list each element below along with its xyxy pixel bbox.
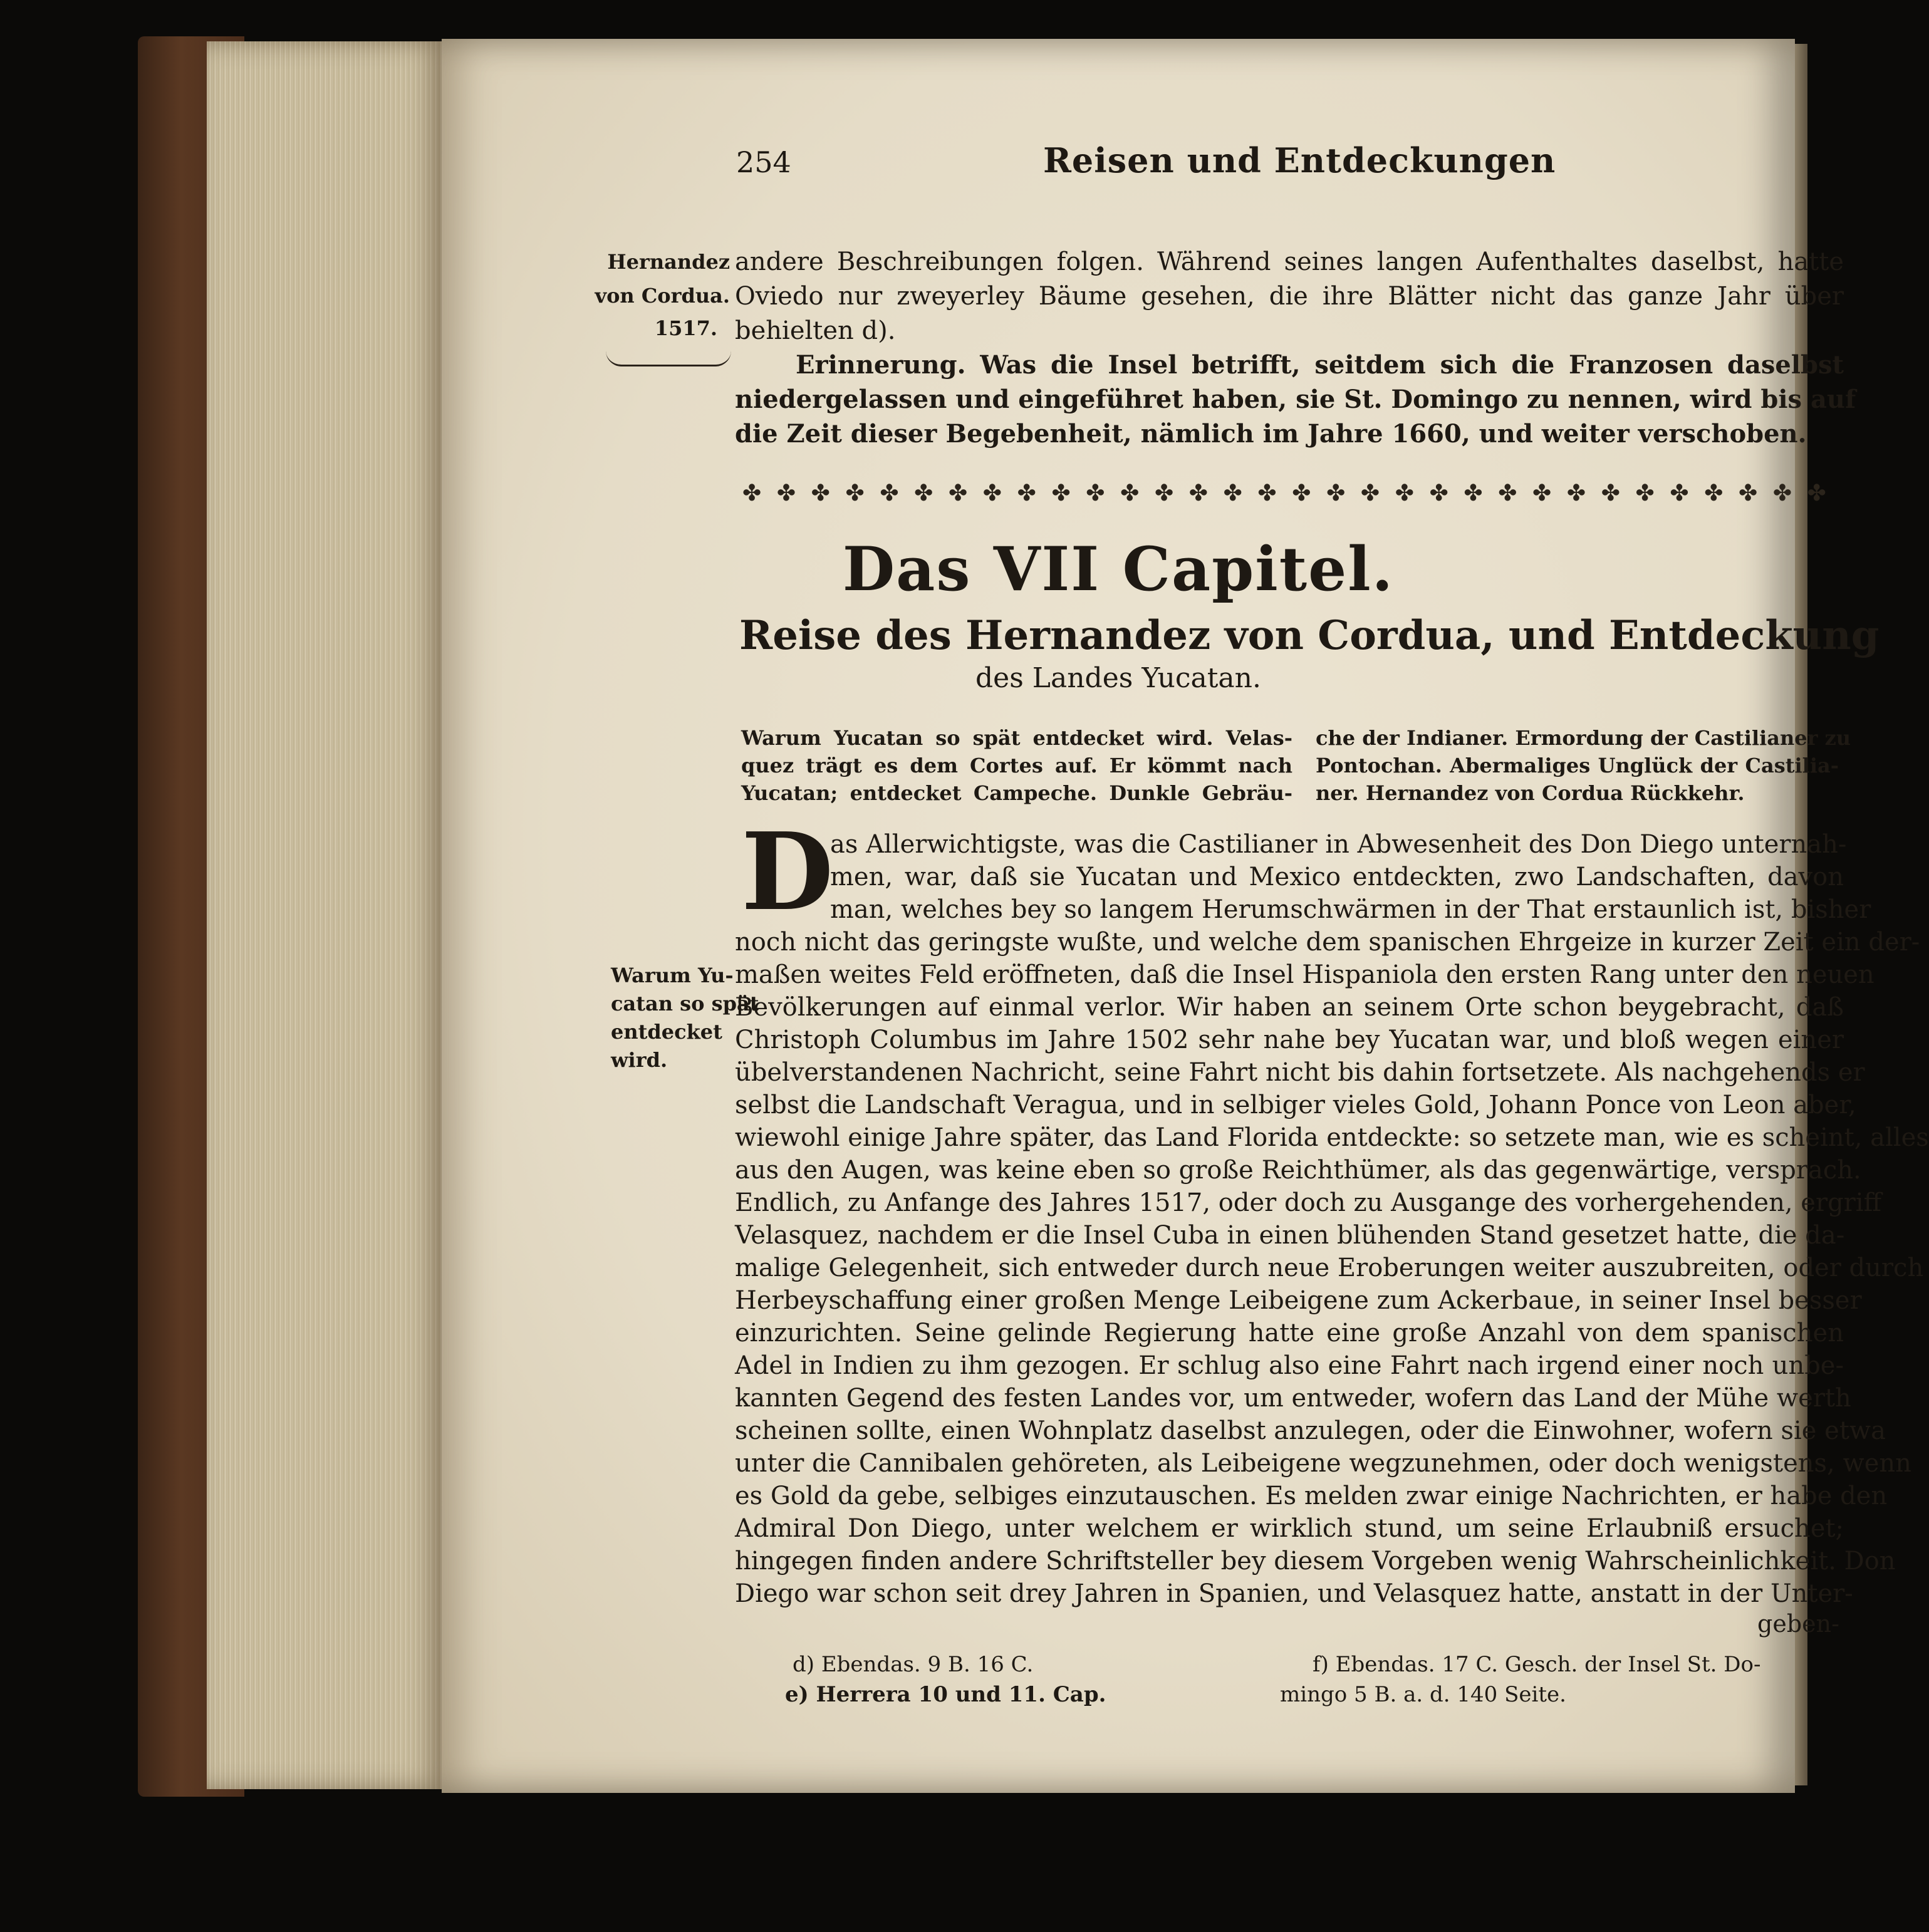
body-line: übelverstandenen Nachricht, seine Fahrt nicht bis dahin fortsetzete. Als nachgehends er	[735, 1058, 1865, 1087]
note-line: niedergelassen und eingeführet haben, sie St. Domingo zu nennen, wird bis auf	[735, 385, 1856, 414]
chapter-subtitle: Reise des Hernandez von Cordua, und Entdeckung	[739, 612, 1880, 659]
body-line: Christoph Columbus im Jahre 1502 sehr nahe bey Yucatan war, und bloß wegen einer	[735, 1026, 1844, 1054]
summary-line: quez trägt es dem Cortes auf. Er kömmt nach	[741, 754, 1292, 777]
body-line: man, welches bey so langem Herumschwärmen in der That erstaunlich ist, bisher	[830, 895, 1871, 924]
footnote-f-cont: mingo 5 B. a. d. 140 Seite.	[1280, 1682, 1566, 1707]
footnote-d: d) Ebendas. 9 B. 16 C.	[793, 1652, 1034, 1677]
body-line: men, war, daß sie Yucatan und Mexico entdeckten, zwo Landschaften, davon	[830, 863, 1844, 891]
book-page	[442, 39, 1929, 1793]
ornamental-divider: ✤ ✤ ✤ ✤ ✤ ✤ ✤ ✤ ✤ ✤ ✤ ✤ ✤ ✤ ✤ ✤ ✤ ✤ ✤ ✤ ✤ ✤ ✤ ✤ ✤ ✤ ✤ ✤ ✤ ✤ ✤ ✤	[742, 480, 1826, 506]
margin-note-year: 1517.	[654, 316, 717, 340]
body-line: Diego war schon seit drey Jahren in Spanien, und Velasquez hatte, anstatt in der Unter-	[735, 1579, 1853, 1608]
summary-line: Yucatan; entdecket Campeche. Dunkle Gebräu-	[741, 781, 1292, 805]
footnote-f: f) Ebendas. 17 C. Gesch. der Insel St. Do-	[1313, 1652, 1761, 1677]
body-line: Bevölkerungen auf einmal verlor. Wir haben an seinem Orte schon beygebracht, daß	[735, 993, 1844, 1022]
body-line: as Allerwichtigste, was die Castilianer in Abwesenheit des Don Diego unternah-	[830, 830, 1847, 859]
footnote-e: e) Herrera 10 und 11. Cap.	[785, 1682, 1106, 1707]
body-line: hingegen finden andere Schriftsteller bey diesem Vorgeben wenig Wahrscheinlichkeit. Don	[735, 1547, 1896, 1576]
intro-line: behielten d).	[735, 316, 896, 345]
body-line: unter die Cannibalen gehöreten, als Leibeigene wegzunehmen, oder doch wenigstens, wenn	[735, 1449, 1911, 1478]
body-line: selbst die Landschaft Veragua, und in selbiger vieles Gold, Johann Ponce von Leon aber,	[735, 1091, 1856, 1119]
body-line: malige Gelegenheit, sich entweder durch neue Eroberungen weiter auszubreiten, oder durch	[735, 1254, 1924, 1282]
drop-cap: D	[741, 809, 834, 935]
margin-note-name: Hernandez	[607, 250, 730, 274]
body-line: wiewohl einige Jahre später, das Land Florida entdeckte: so setzete man, wie es scheint, alles	[735, 1123, 1929, 1152]
summary-line: che der Indianer. Ermordung der Castilianer zu	[1316, 726, 1851, 750]
note-line: die Zeit dieser Begebenheit, nämlich im Jahre 1660, und weiter verschoben.	[735, 419, 1807, 449]
intro-line: Oviedo nur zweyerley Bäume gesehen, die ihre Blätter nicht das ganze Jahr über	[735, 282, 1844, 311]
body-line: es Gold da gebe, selbiges einzutauschen. Es melden zwar einige Nachrichten, er habe den	[735, 1482, 1888, 1510]
body-line: Endlich, zu Anfange des Jahres 1517, oder doch zu Ausgange des vorhergehenden, ergriff	[735, 1188, 1882, 1217]
margin-note-cordua: von Cordua.	[595, 284, 730, 308]
page-number: 254	[736, 145, 791, 179]
body-line: kannten Gegend des festen Landes vor, um entweder, wofern das Land der Mühe werth	[735, 1384, 1851, 1413]
running-title: Reisen und Entdeckungen	[1043, 140, 1556, 180]
body-line: aus den Augen, was keine eben so große Reichthümer, als das gegenwärtige, versprach.	[735, 1156, 1861, 1185]
note-line: Erinnerung. Was die Insel betrifft, seitdem sich die Franzosen daselbst	[796, 350, 1844, 380]
body-line: Admiral Don Diego, unter welchem er wirklich stund, um seine Erlaubniß ersuchet;	[735, 1514, 1844, 1543]
chapter-title: Das VII Capitel.	[842, 534, 1395, 605]
intro-line: andere Beschreibungen folgen. Während seines langen Aufenthaltes daselbst, hatte	[735, 247, 1844, 276]
margin-note-mid: wird.	[611, 1048, 668, 1072]
body-line: einzurichten. Seine gelinde Regierung hatte eine große Anzahl von dem spanischen	[735, 1319, 1844, 1348]
summary-line: Pontochan. Abermaliges Unglück der Castilia-	[1316, 754, 1839, 777]
margin-note-mid: entdecket	[611, 1020, 722, 1044]
body-line: Velasquez, nachdem er die Insel Cuba in einen blühenden Stand gesetzet hatte, die da-	[735, 1221, 1845, 1250]
catchword: geben-	[1757, 1610, 1839, 1638]
body-line: Herbeyschaffung einer großen Menge Leibeigene zum Ackerbaue, in seiner Insel besser	[735, 1286, 1862, 1315]
margin-note-mid: catan so spät	[611, 992, 759, 1015]
margin-note-mid: Warum Yu-	[611, 963, 734, 987]
body-line: Adel in Indien zu ihm gezogen. Er schlug also eine Fahrt nach irgend einer noch unbe-	[735, 1351, 1844, 1380]
summary-line: ner. Hernandez von Cordua Rückkehr.	[1316, 781, 1745, 805]
body-line: maßen weites Feld eröffneten, daß die Insel Hispaniola den ersten Rang unter den neuen	[735, 960, 1874, 989]
margin-brace	[606, 351, 731, 366]
body-line: noch nicht das geringste wußte, und welche dem spanischen Ehrgeize in kurzer Zeit ein der-	[735, 928, 1920, 957]
body-line: scheinen sollte, einen Wohnplatz daselbst anzulegen, oder die Einwohner, wofern sie etwa	[735, 1416, 1886, 1445]
chapter-subtitle-2: des Landes Yucatan.	[975, 662, 1261, 694]
summary-line: Warum Yucatan so spät entdecket wird. Velas-	[741, 726, 1292, 750]
page-edges	[207, 41, 445, 1789]
